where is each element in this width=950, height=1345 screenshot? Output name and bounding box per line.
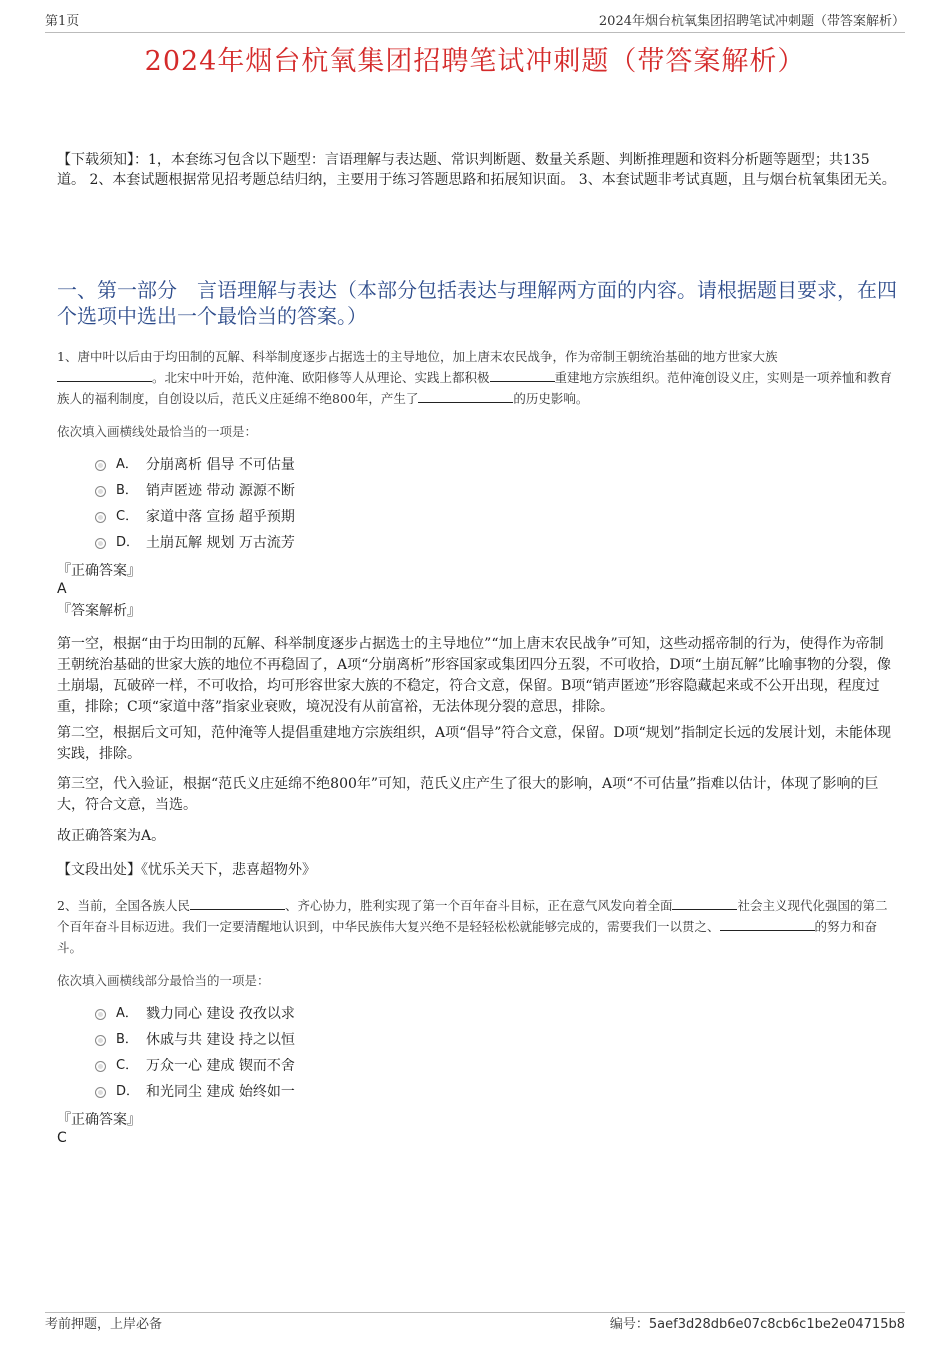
q2-text-a: 2、当前，全国各族人民 [57,898,190,913]
q2-options [95,1001,295,1105]
q2-text-c: 社会主义现代化强国的第二个百年奋斗目标迈进。我们一定要清醒地认识到，中华民族伟大复兴绝不是轻轻松松就能够完成的，需要我们一以贯之、 [57,898,888,934]
q2-blank-3 [720,917,815,931]
radio-icon[interactable] [95,512,106,523]
q1-analysis-label: 『答案解析』 [57,603,141,619]
download-notice: 【下载须知】：1，本套练习包含以下题型：言语理解与表达题、常识判断题、数量关系题、判断推理题和资料分析题等题型；共135道。 2、本套试题根据常见招考题总结归纳，主要用于练习答题思路和拓展知识面。 3、本套试题非考试真题，且与烟台杭氧集团无关。 [57,152,896,188]
header-doc-title: 2024年烟台杭氧集团招聘笔试冲刺题（带答案解析） [598,14,905,29]
q1-text-b: 。北宋中叶开始，范仲淹、欧阳修等人从理论、实践上都积极 [152,370,490,385]
q1-option-c[interactable]: C． 家道中落 宣扬 超乎预期 [95,504,295,530]
radio-icon[interactable] [95,538,106,549]
q1-option-a[interactable]: A． 分崩离析 倡导 不可估量 [95,452,295,478]
q1-analysis-para-1: 第一空，根据“由于均田制的瓦解、科举制度逐步占据选士的主导地位”“加上唐末农民战争”可知，这些动摇帝制的行为，使得作为帝制王朝统治基础的世家大族的地位不再稳固了，A项“分崩离析”形容国家或集团四分五裂，不可收拾，D项“土崩瓦解”比喻事物的分裂，像土崩塌，瓦破碎一样，不可收拾，均可形容世家大族的不稳定，符合文意，保留。B项“销声匿迹”形容隐藏起来或不公开出现，程度过重，排除；C项“家道中落”指家业衰败，境况没有从前富裕，无法体现分裂的意思，排除。 [57,636,891,715]
q1-option-b[interactable]: B． 销声匿迹 带动 源源不断 [95,478,295,504]
radio-icon[interactable] [95,1035,106,1046]
page-header [45,12,905,33]
radio-icon[interactable] [95,486,106,497]
q1-blank-1 [57,368,152,382]
question-1-stem [57,346,897,409]
section-title: 一、第一部分 言语理解与表达（本部分包括表达与理解两方面的内容。请根据题目要求，在四个选项中选出一个最恰当的答案。） [57,278,897,328]
q2-blank-2 [672,896,737,910]
radio-icon[interactable] [95,1061,106,1072]
q2-option-c[interactable]: C． 万众一心 建成 锲而不舍 [95,1053,295,1079]
question-2-stem [57,895,897,958]
q1-answer-label: 『正确答案』 [57,563,141,579]
q1-analysis-para-4: 故正确答案为A。 [57,828,166,844]
document-title: 2024年烟台杭氧集团招聘笔试冲刺题（带答案解析） [144,46,806,77]
radio-icon[interactable] [95,1087,106,1098]
q1-text-d: 的历史影响。 [513,391,589,406]
q1-text-c: 重建地方宗族组织。范仲淹创设义庄，实则是一项养恤和教育族人的福利制度，自创设以后，范氏义庄延绵不绝800年，产生了 [57,370,893,406]
radio-icon[interactable] [95,460,106,471]
q1-analysis-para-3: 第三空，代入验证，根据“范氏义庄延绵不绝800年”可知，范氏义庄产生了很大的影响，A项“不可估量”指难以估计，体现了影响的巨大，符合文意，当选。 [57,776,879,813]
q2-answer-label: 『正确答案』 [57,1112,141,1128]
q1-option-d[interactable]: D． 土崩瓦解 规划 万古流芳 [95,530,295,556]
q1-blank-3 [418,389,513,403]
q2-option-b[interactable]: B． 休戚与共 建设 持之以恒 [95,1027,295,1053]
footer-code: 编号：5aef3d28db6e07c8cb6c1be2e04715b8 [609,1317,905,1332]
q2-answer: C [57,1130,67,1146]
q2-text-d: 的努力和奋斗。 [57,919,878,955]
q2-prompt: 依次填入画横线部分最恰当的一项是： [57,973,270,988]
q2-option-d[interactable]: D． 和光同尘 建成 始终如一 [95,1079,295,1105]
q1-source: 【文段出处】《忧乐关天下，悲喜超物外》 [57,862,316,878]
q2-option-a[interactable]: A． 戮力同心 建设 孜孜以求 [95,1001,295,1027]
q1-analysis-para-2: 第二空，根据后文可知，范仲淹等人提倡重建地方宗族组织，A项“倡导”符合文意，保留。D项“规划”指制定长远的发展计划，未能体现实践，排除。 [57,725,891,762]
q1-options [95,452,295,556]
q2-blank-1 [190,896,285,910]
page-number: 第1页 [45,14,80,29]
page-footer [45,1312,905,1332]
q2-text-b: 、齐心协力，胜利实现了第一个百年奋斗目标，正在意气风发向着全面 [284,898,673,913]
q1-text-a: 1、唐中叶以后由于均田制的瓦解、科举制度逐步占据选士的主导地位，加上唐末农民战争，作为帝制王朝统治基础的地方世家大族 [57,349,778,364]
q1-prompt: 依次填入画横线处最恰当的一项是： [57,424,258,439]
footer-slogan: 考前押题，上岸必备 [45,1317,163,1332]
radio-icon[interactable] [95,1009,106,1020]
q1-answer: A [57,581,67,597]
q1-blank-2 [490,368,555,382]
